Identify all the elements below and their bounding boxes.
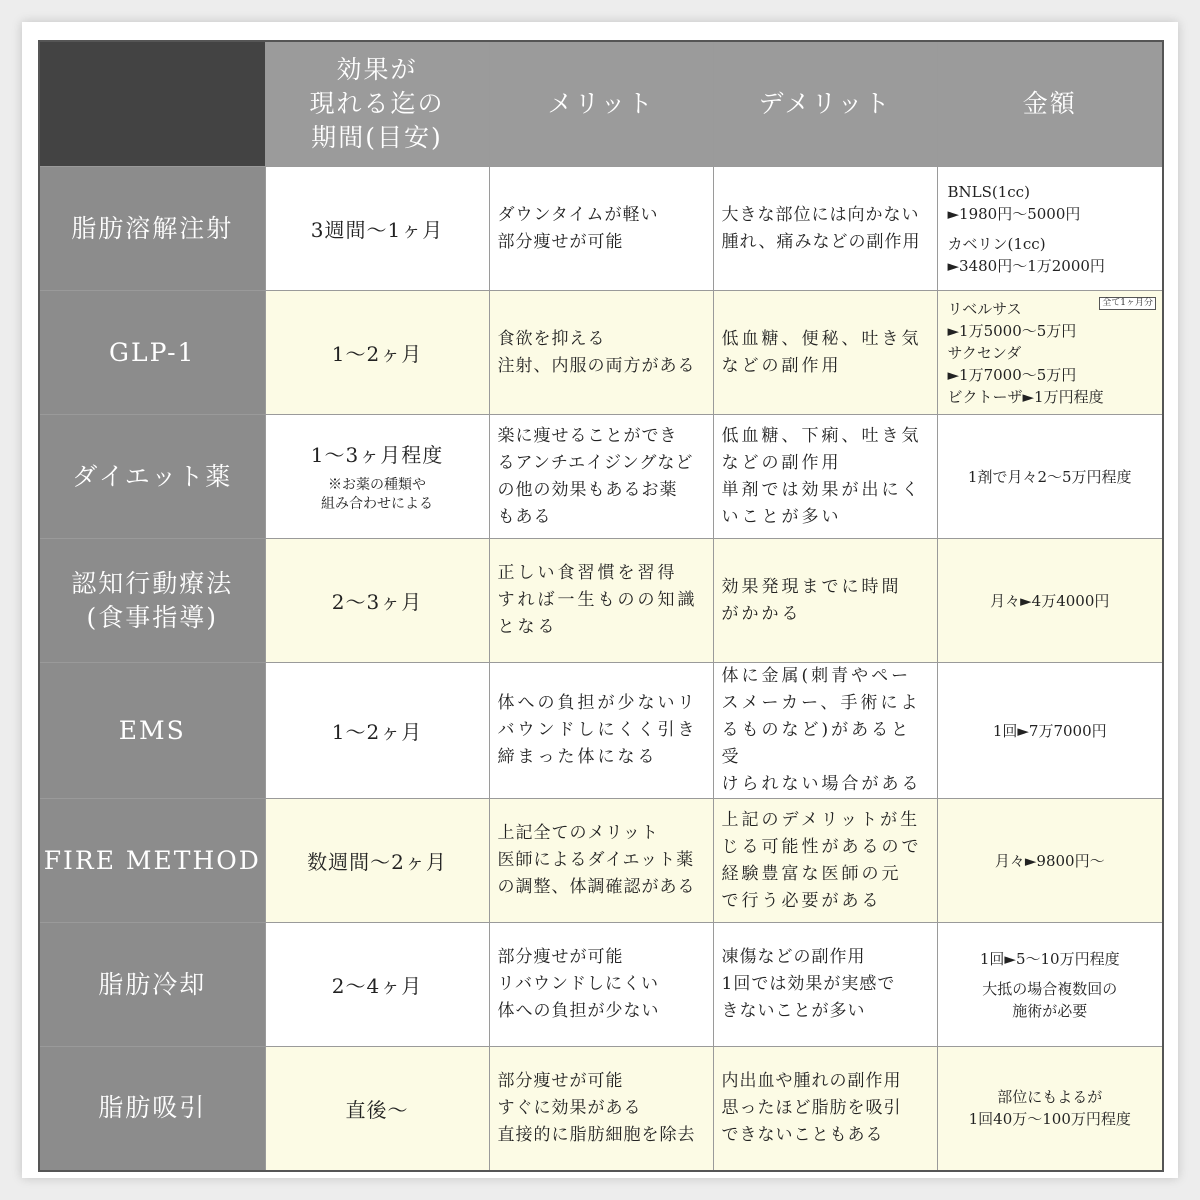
table-row (39, 167, 1163, 291)
merit-line: るアンチエイジングなど (497, 452, 694, 473)
demerit-cell (713, 663, 937, 799)
demerit-line: 低血糖、下痢、吐き気 (721, 425, 922, 446)
row-name (39, 539, 265, 663)
table-row (39, 291, 1163, 415)
merit-line: もある (497, 506, 552, 527)
demerit-cell (713, 291, 937, 415)
period-value: 1〜2ヶ月 (331, 342, 423, 366)
merit-cell (489, 539, 713, 663)
demerit-line: で行う必要がある (721, 890, 882, 911)
price-line: 1回►7万7000円 (992, 721, 1107, 740)
demerit-line: 思ったほど脂肪を吸引 (721, 1097, 902, 1118)
price-line: ►1980円〜5000円 (947, 204, 1081, 223)
price-line: 部位にもよるが (997, 1088, 1103, 1107)
demerit-line: 1回では効果が実感で (721, 974, 896, 994)
merit-line: 部分痩せが可能 (497, 231, 624, 252)
demerit-cell (713, 923, 937, 1047)
period-cell (265, 663, 489, 799)
row-name-line: 認知行動療法 (71, 568, 234, 598)
period-cell (265, 415, 489, 539)
period-value: 2〜3ヶ月 (331, 590, 423, 614)
header-period-line: 効果が (336, 55, 418, 84)
price-line: 月々►4万4000円 (990, 591, 1110, 610)
price-cell (937, 291, 1163, 415)
demerit-line: などの副作用 (721, 452, 842, 473)
price-line: リベルサス (947, 299, 1022, 318)
price-line: BNLS(1cc) (947, 182, 1030, 201)
period-cell (265, 167, 489, 291)
table-row (39, 539, 1163, 663)
table-row (39, 663, 1163, 799)
period-value: 数週間〜2ヶ月 (307, 850, 447, 874)
period-note (266, 476, 489, 514)
merit-line: 締まった体になる (497, 747, 658, 767)
period-cell (265, 923, 489, 1047)
merit-line: ダウンタイムが軽い (497, 204, 659, 225)
period-cell (265, 799, 489, 923)
price-line: カベリン(1cc) (947, 234, 1046, 253)
price-line: 大抵の場合複数回の (982, 979, 1118, 998)
merit-line: 部分痩せが可能 (497, 1070, 624, 1091)
row-name-line: 脂肪溶解注射 (71, 213, 234, 243)
merit-cell (489, 167, 713, 291)
price-line: 1回40万〜100万円程度 (968, 1110, 1131, 1129)
header-period-line: 現れる迄の (309, 89, 445, 118)
price-line: 施術が必要 (1012, 1001, 1088, 1020)
demerit-line: きないことが多い (721, 1001, 866, 1021)
row-name (39, 663, 265, 799)
row-name-line: 脂肪吸引 (98, 1093, 207, 1123)
row-name (39, 1047, 265, 1171)
demerit-line: 経験豊富な医師の元 (721, 863, 902, 884)
price-cell (937, 1047, 1163, 1171)
price-line: ►1万7000〜5万円 (947, 365, 1077, 384)
demerit-line: いことが多い (721, 506, 842, 527)
demerit-line: 腫れ、痛みなどの副作用 (721, 231, 921, 252)
demerit-cell (713, 1047, 937, 1171)
period-cell (265, 1047, 489, 1171)
merit-cell (489, 1047, 713, 1171)
merit-line: 食欲を抑える (497, 328, 606, 349)
demerit-line: 低血糖、便秘、吐き気 (721, 328, 922, 349)
row-name (39, 799, 265, 923)
merit-line: すぐに効果がある (497, 1097, 642, 1118)
header-period (265, 41, 489, 167)
row-name (39, 415, 265, 539)
row-name (39, 167, 265, 291)
row-name-line: FIRE METHOD (43, 845, 261, 875)
header-price: 金額 (937, 41, 1163, 167)
row-name (39, 291, 265, 415)
merit-line: 体への負担が少ないリ (497, 693, 698, 713)
period-note-line: 組み合わせによる (321, 496, 433, 512)
merit-line: 楽に痩せることができ (497, 425, 678, 446)
merit-line: バウンドしにくく引き (497, 720, 698, 740)
row-name-line: GLP-1 (109, 337, 196, 367)
comparison-table (38, 40, 1164, 1172)
price-line: ビクトーザ►1万円程度 (947, 387, 1104, 406)
merit-cell (489, 291, 713, 415)
period-cell (265, 291, 489, 415)
header-row (39, 41, 1163, 167)
price-line: サクセンダ (947, 343, 1022, 362)
row-name-line: (食事指導) (86, 602, 218, 632)
header-period-line: 期間(目安) (311, 123, 443, 152)
merit-line: すれば一生ものの知識 (497, 590, 698, 610)
merit-line: 部分痩せが可能 (497, 947, 624, 967)
price-cell (937, 539, 1163, 663)
row-name (39, 923, 265, 1047)
demerit-cell (713, 415, 937, 539)
demerit-line: 効果発現までに時間 (721, 576, 902, 597)
demerit-line: 大きな部位には向かない (721, 204, 920, 225)
header-demerit: デメリット (713, 41, 937, 167)
price-line: ►1万5000〜5万円 (947, 321, 1077, 340)
demerit-line: 凍傷などの副作用 (721, 947, 866, 967)
demerit-line: スメーカー、手術によ (721, 693, 921, 713)
merit-line: 医師によるダイエット薬 (497, 850, 695, 870)
row-name-line: 脂肪冷却 (98, 969, 207, 999)
demerit-line: 体に金属(刺青やペー (721, 666, 912, 686)
demerit-cell (713, 539, 937, 663)
demerit-line: けられない場合がある (721, 774, 922, 794)
merit-line: 正しい食習慣を習得 (497, 563, 678, 583)
period-value: 直後〜 (345, 1097, 409, 1122)
price-cell (937, 663, 1163, 799)
demerit-line: 上記のデメリットが生 (721, 809, 921, 830)
merit-line: の他の効果もあるお薬 (497, 479, 678, 500)
merit-line: 注射、内服の両方がある (497, 355, 696, 376)
period-value: 2〜4ヶ月 (331, 974, 423, 998)
merit-cell (489, 663, 713, 799)
header-merit: メリット (489, 41, 713, 167)
price-cell (937, 167, 1163, 291)
demerit-line: などの副作用 (721, 355, 842, 376)
row-name-line: EMS (118, 715, 186, 745)
period-value: 3週間〜1ヶ月 (310, 218, 444, 242)
period-value: 1〜2ヶ月 (331, 720, 423, 744)
price-line: 月々►9800円〜 (994, 851, 1105, 870)
merit-line: 体への負担が少ない (497, 1001, 660, 1021)
demerit-line: 単剤では効果が出にく (721, 479, 922, 500)
demerit-cell (713, 167, 937, 291)
merit-line: となる (497, 617, 558, 637)
price-cell (937, 923, 1163, 1047)
merit-line: 上記全てのメリット (497, 823, 659, 843)
merit-cell (489, 799, 713, 923)
period-cell (265, 539, 489, 663)
period-note-line: ※お薬の種類や (328, 477, 426, 493)
merit-cell (489, 923, 713, 1047)
table-row (39, 415, 1163, 539)
table-row (39, 799, 1163, 923)
table-row (39, 1047, 1163, 1171)
demerit-line: るものなど)があると受 (721, 720, 912, 767)
price-period-tag: 全て1ヶ月分 (1099, 297, 1156, 310)
price-line: 1回►5〜10万円程度 (979, 949, 1120, 968)
period-value: 1〜3ヶ月程度 (310, 443, 444, 467)
merit-line: 直接的に脂肪細胞を除去 (497, 1124, 696, 1145)
price-line: ►3480円〜1万2000円 (947, 256, 1105, 275)
corner-cell (39, 41, 265, 167)
demerit-line: がかかる (721, 603, 802, 624)
demerit-line: 内出血や腫れの副作用 (721, 1070, 902, 1091)
merit-line: リバウンドしにくい (497, 974, 659, 994)
row-name-line: ダイエット薬 (72, 461, 233, 491)
demerit-cell (713, 799, 937, 923)
price-cell (937, 415, 1163, 539)
demerit-line: できないこともある (721, 1124, 884, 1145)
table-row (39, 923, 1163, 1047)
demerit-line: じる可能性があるので (721, 836, 922, 857)
merit-cell (489, 415, 713, 539)
price-line: 1剤で月々2〜5万円程度 (967, 467, 1132, 486)
price-cell (937, 799, 1163, 923)
merit-line: の調整、体調確認がある (497, 877, 696, 897)
